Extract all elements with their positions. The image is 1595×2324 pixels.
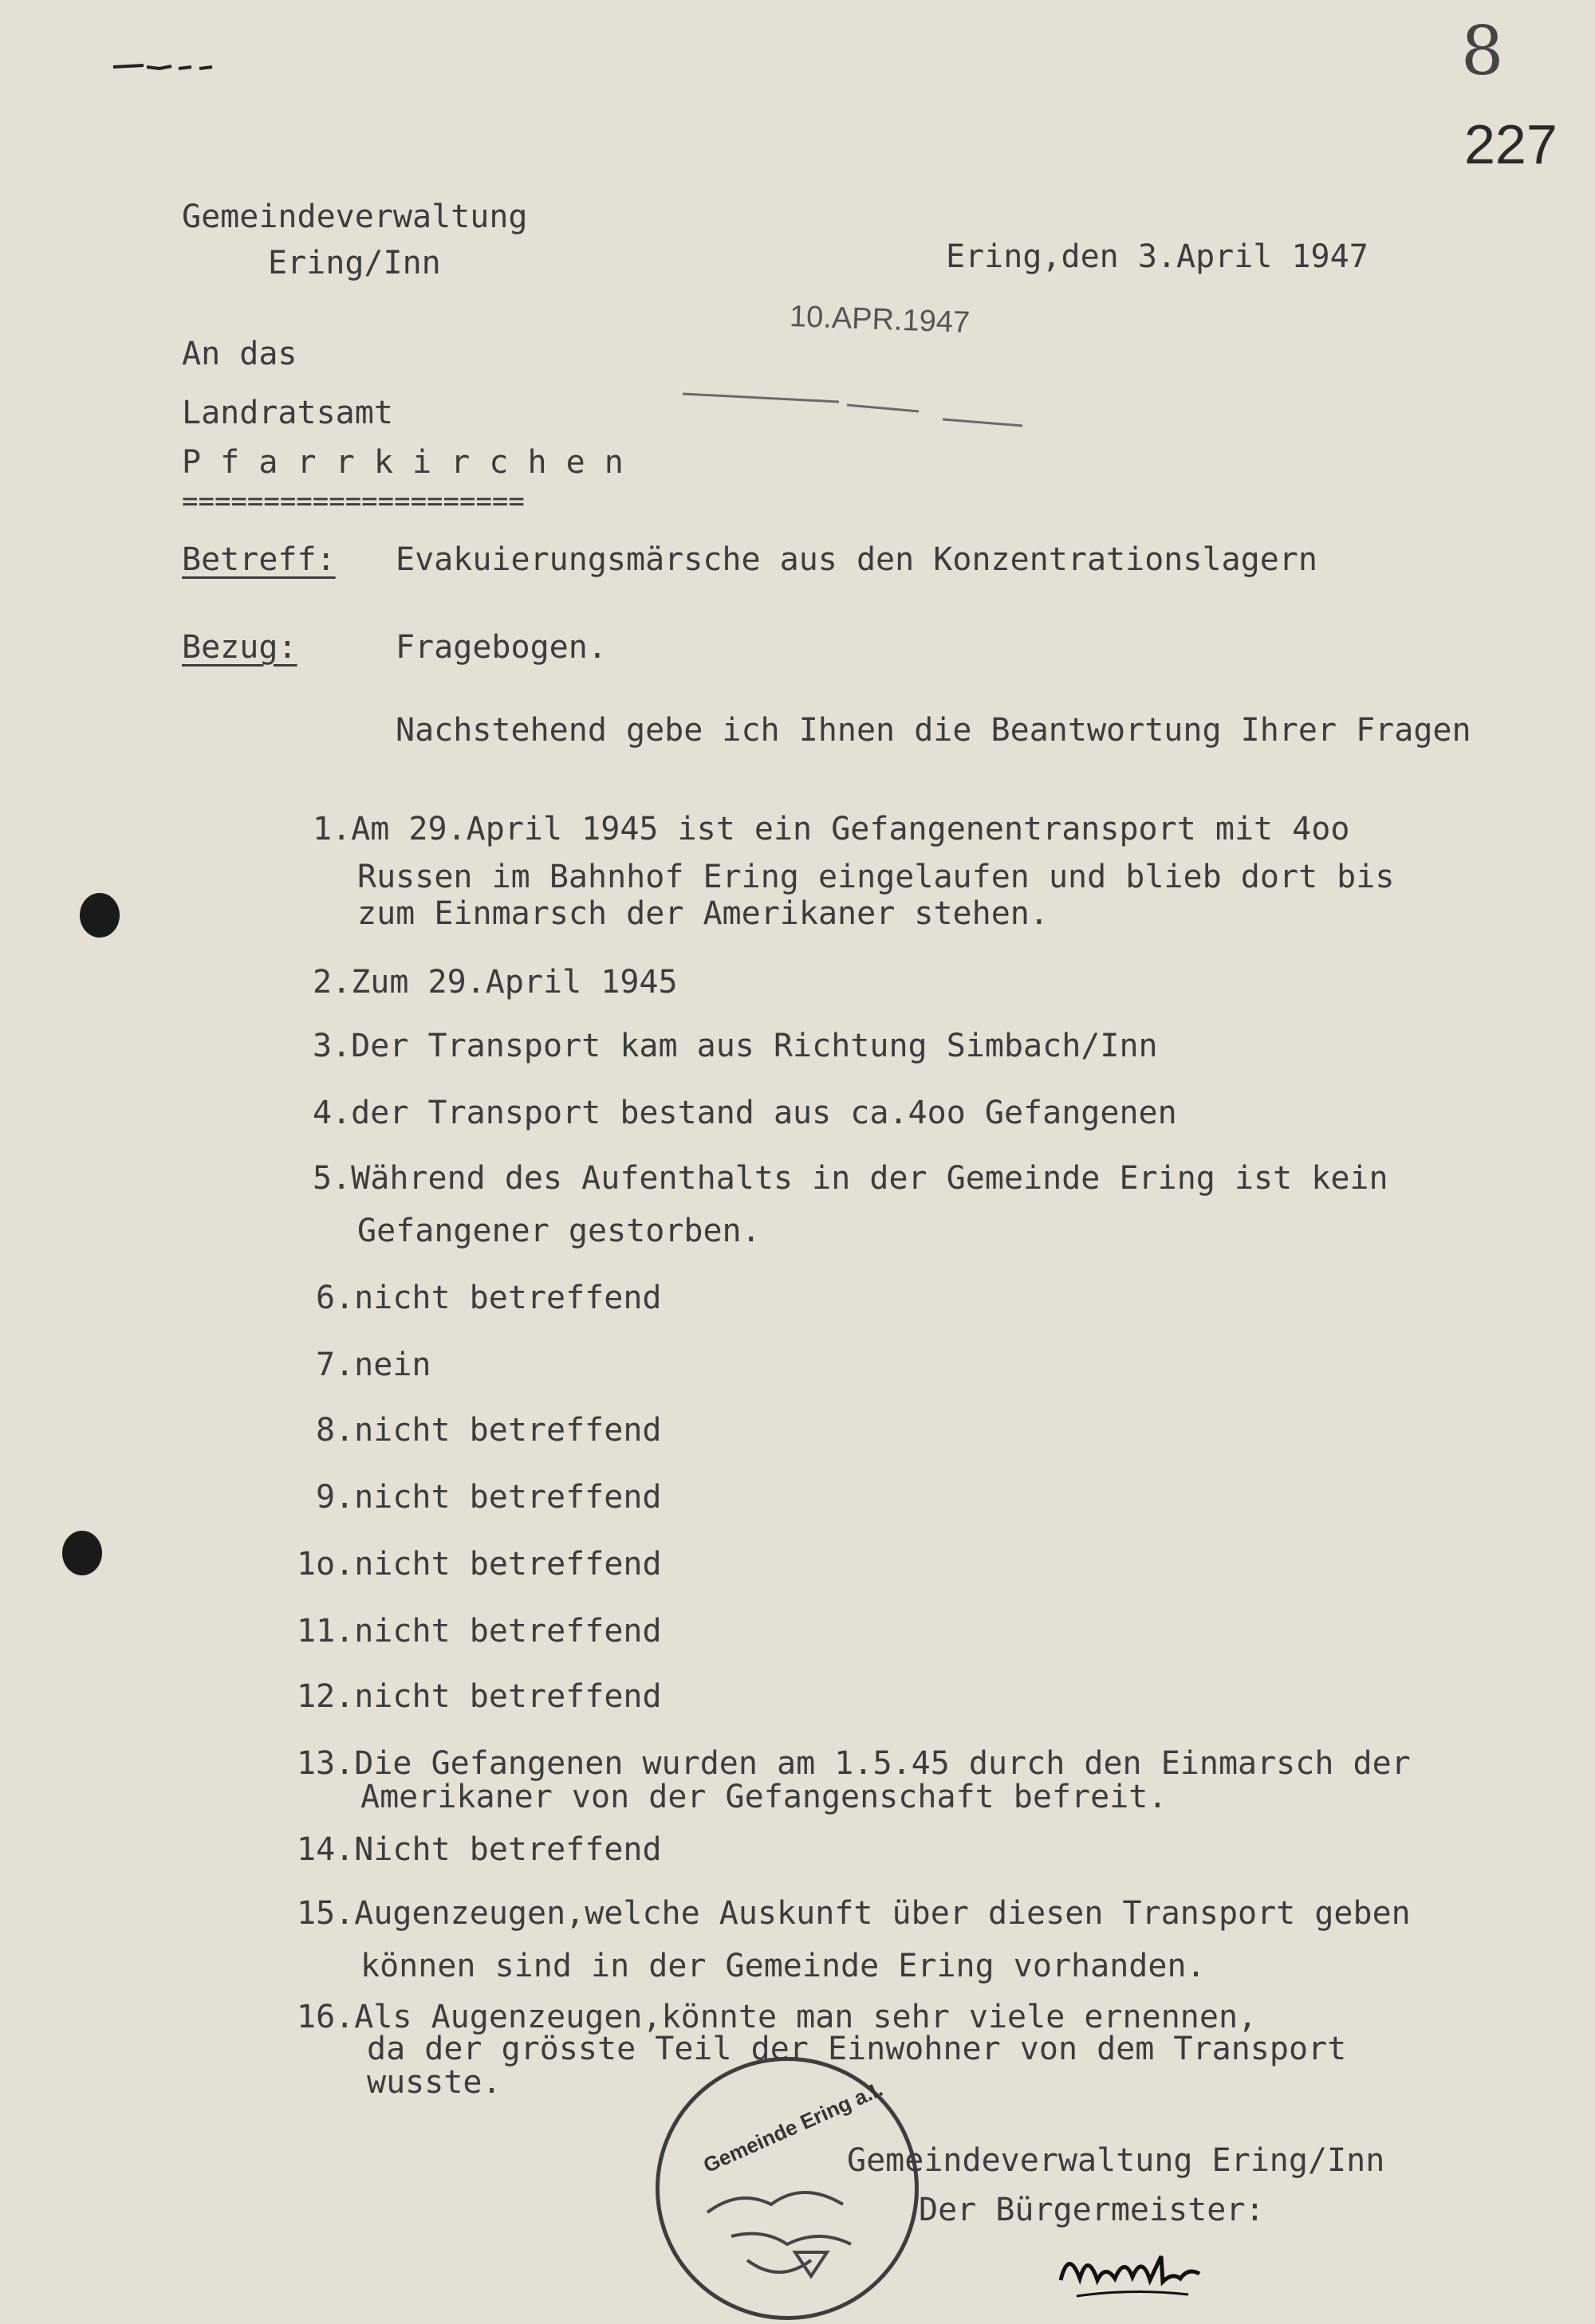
reference-label: Bezug: — [182, 629, 297, 666]
answer-6: 6.nicht betreffend — [316, 1280, 662, 1316]
folio-mark: 8 — [1461, 12, 1504, 90]
answer-16-line-3: wusste. — [367, 2064, 502, 2101]
answer-1-line-2: Russen im Bahnhof Ering eingelaufen und blieb dort bis — [357, 859, 1395, 895]
answer-11: 11.nicht betreffend — [297, 1613, 662, 1650]
recipient-rule: ===================== — [182, 486, 525, 517]
page-number: 227 — [1464, 113, 1558, 175]
recipient-line-2: Landratsamt — [182, 395, 393, 431]
answer-1-line-1: 1.Am 29.April 1945 ist ein Gefangenentransport mit 4oo — [313, 811, 1350, 847]
date-line: Ering,den 3.April 1947 — [946, 238, 1369, 275]
recipient-line-1: An das — [182, 336, 297, 372]
answer-13-line-2: Amerikaner von der Gefangenschaft befreit. — [360, 1779, 1168, 1815]
answer-5-line-2: Gefangener gestorben. — [357, 1213, 761, 1249]
answer-13-line-1: 13.Die Gefangenen wurden am 1.5.45 durch den Einmarsch der — [297, 1745, 1411, 1782]
closing-line-2: Der Bürgermeister: — [919, 2192, 1265, 2228]
received-stamp: 10.APR.1947 — [789, 300, 971, 340]
reference-text: Fragebogen. — [396, 629, 607, 666]
answer-16-line-2: da der grösste Teil der Einwohner von dem Transport — [367, 2031, 1347, 2067]
answer-16-line-1: 16.Als Augenzeugen,könnte man sehr viele ernennen, — [297, 1999, 1258, 2035]
closing-line-1: Gemeindeverwaltung Ering/Inn — [847, 2142, 1385, 2179]
punch-hole-bottom — [62, 1531, 102, 1575]
intro-line: Nachstehend gebe ich Ihnen die Beantwortung Ihrer Fragen — [396, 712, 1471, 749]
answer-5-line-1: 5.Während des Aufenthalts in der Gemeinde Ering ist kein — [313, 1160, 1388, 1197]
stamp-rule — [679, 389, 1030, 437]
answer-14: 14.Nicht betreffend — [297, 1831, 662, 1868]
answer-9: 9.nicht betreffend — [316, 1479, 662, 1516]
mayor-signature — [1053, 2232, 1212, 2312]
answer-12: 12.nicht betreffend — [297, 1678, 662, 1715]
sender-line-2: Ering/Inn — [268, 245, 441, 281]
seal-text: Gemeinde Ering a.I. — [699, 2076, 887, 2178]
answer-15-line-2: können sind in der Gemeinde Ering vorhanden. — [360, 1948, 1206, 1984]
pen-mark — [112, 56, 215, 80]
subject-label: Betreff: — [182, 541, 336, 578]
answer-2: 2.Zum 29.April 1945 — [313, 964, 678, 1001]
answer-10: 1o.nicht betreffend — [297, 1546, 662, 1583]
subject-text: Evakuierungsmärsche aus den Konzentrationslagern — [396, 541, 1317, 578]
answer-8: 8.nicht betreffend — [316, 1412, 662, 1449]
answer-15-line-1: 15.Augenzeugen,welche Auskunft über diesen Transport geben — [297, 1895, 1411, 1932]
answer-7: 7.nein — [316, 1347, 431, 1383]
answer-1-line-3: zum Einmarsch der Amerikaner stehen. — [357, 895, 1049, 932]
sender-line-1: Gemeindeverwaltung — [182, 199, 528, 235]
answer-4: 4.der Transport bestand aus ca.4oo Gefangenen — [313, 1095, 1177, 1131]
recipient-line-3: P f a r r k i r c h e n — [182, 444, 624, 481]
punch-hole-top — [80, 893, 120, 938]
official-seal — [656, 2057, 919, 2320]
answer-3: 3.Der Transport kam aus Richtung Simbach/Inn — [313, 1028, 1158, 1064]
